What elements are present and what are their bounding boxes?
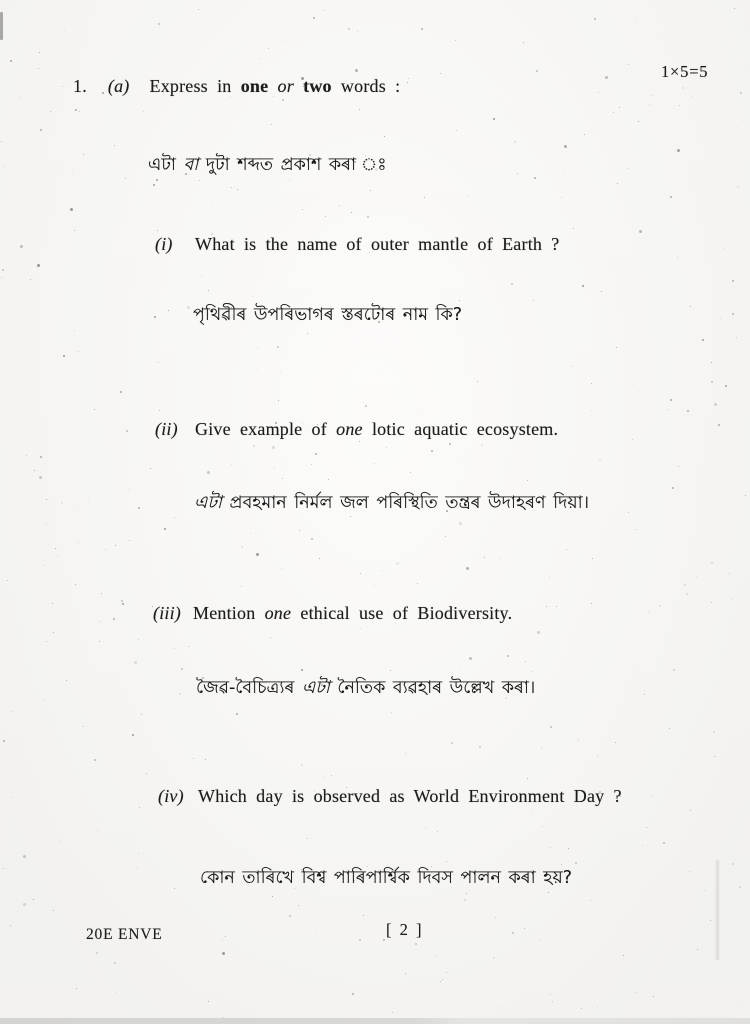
subquestion-ii-assamese (194, 490, 589, 519)
subquestion-iv-label: (iv) (158, 786, 184, 806)
subquestion-i-as-pre: পৃথিৱীৰ উপৰিভাগৰ স্তৰটোৰ নাম কি? (193, 305, 463, 325)
instruction-bold-two: two (303, 76, 332, 96)
scan-edge-artifact (0, 12, 3, 40)
subquestion-ii-as-em: এটা (194, 493, 222, 513)
subquestion-iii-text-em: one (264, 603, 292, 623)
subquestion-ii-english (155, 419, 558, 440)
subquestion-i-label: (i) (155, 234, 173, 254)
subquestion-ii-text-post: lotic aquatic ecosystem. (362, 419, 559, 439)
subquestion-iii-as-post: নৈতিক ব্যৱহাৰ উল্লেখ কৰা। (329, 678, 536, 698)
subquestion-iii-text-pre: Mention (193, 603, 265, 623)
subquestion-i-text-pre: What is the name of outer mantle of Earth ? (195, 234, 560, 254)
subquestion-iii-assamese (196, 675, 535, 704)
scan-bottom-edge-band (0, 1018, 750, 1024)
subquestion-iv-text-pre: Which day is observed as World Environment Day ? (198, 786, 622, 806)
subquestion-ii-as-post: প্ৰবহমান নিৰ্মল জল পৰিস্থিতি তন্ত্ৰৰ উদাহৰণ দিয়া। (221, 493, 589, 513)
subquestion-i-english (155, 234, 559, 255)
question-number: 1. (73, 76, 87, 96)
marks-allocation: 1×5=5 (661, 62, 709, 81)
instruction-as-italic: বা (183, 155, 199, 175)
instruction-bold-one: one (240, 76, 269, 96)
subquestion-iv-assamese (200, 865, 572, 894)
subquestion-i-assamese (193, 302, 462, 331)
instruction-as-post: দুটা শব্দত প্ৰকাশ কৰা ঃ (198, 155, 389, 175)
instruction-as-pre: এটা (148, 155, 184, 175)
instruction-text-pre: Express in (149, 76, 241, 96)
scan-streak-artifact (716, 860, 719, 960)
instruction-assamese (148, 152, 389, 181)
subquestion-iii-label: (iii) (153, 603, 181, 623)
instruction-english (150, 76, 401, 96)
question-1a-header (73, 76, 400, 97)
subquestion-iii-as-em: এটা (301, 678, 330, 698)
paper-code: 20E ENVE (86, 926, 163, 943)
subquestion-ii-text-pre: Give example of (195, 419, 337, 439)
subquestion-iii-as-pre: জৈৱ-বৈচিত্ৰ্যৰ (196, 678, 302, 698)
instruction-italic-or: or (268, 76, 304, 96)
subquestion-iv-as-pre: কোন তাৰিখে বিশ্ব পাৰিপাৰ্শ্বিক দিবস পালন কৰা হয়? (200, 868, 573, 888)
subquestion-iv-english (158, 786, 622, 807)
page-number: [ 2 ] (386, 920, 424, 939)
subquestion-ii-label: (ii) (155, 419, 178, 439)
question-part-label: (a) (107, 76, 130, 96)
subquestion-iii-text-post: ethical use of Biodiversity. (291, 603, 513, 623)
subquestion-ii-text-em: one (336, 419, 363, 439)
instruction-text-post: words : (331, 76, 401, 96)
subquestion-iii-english (153, 603, 512, 624)
